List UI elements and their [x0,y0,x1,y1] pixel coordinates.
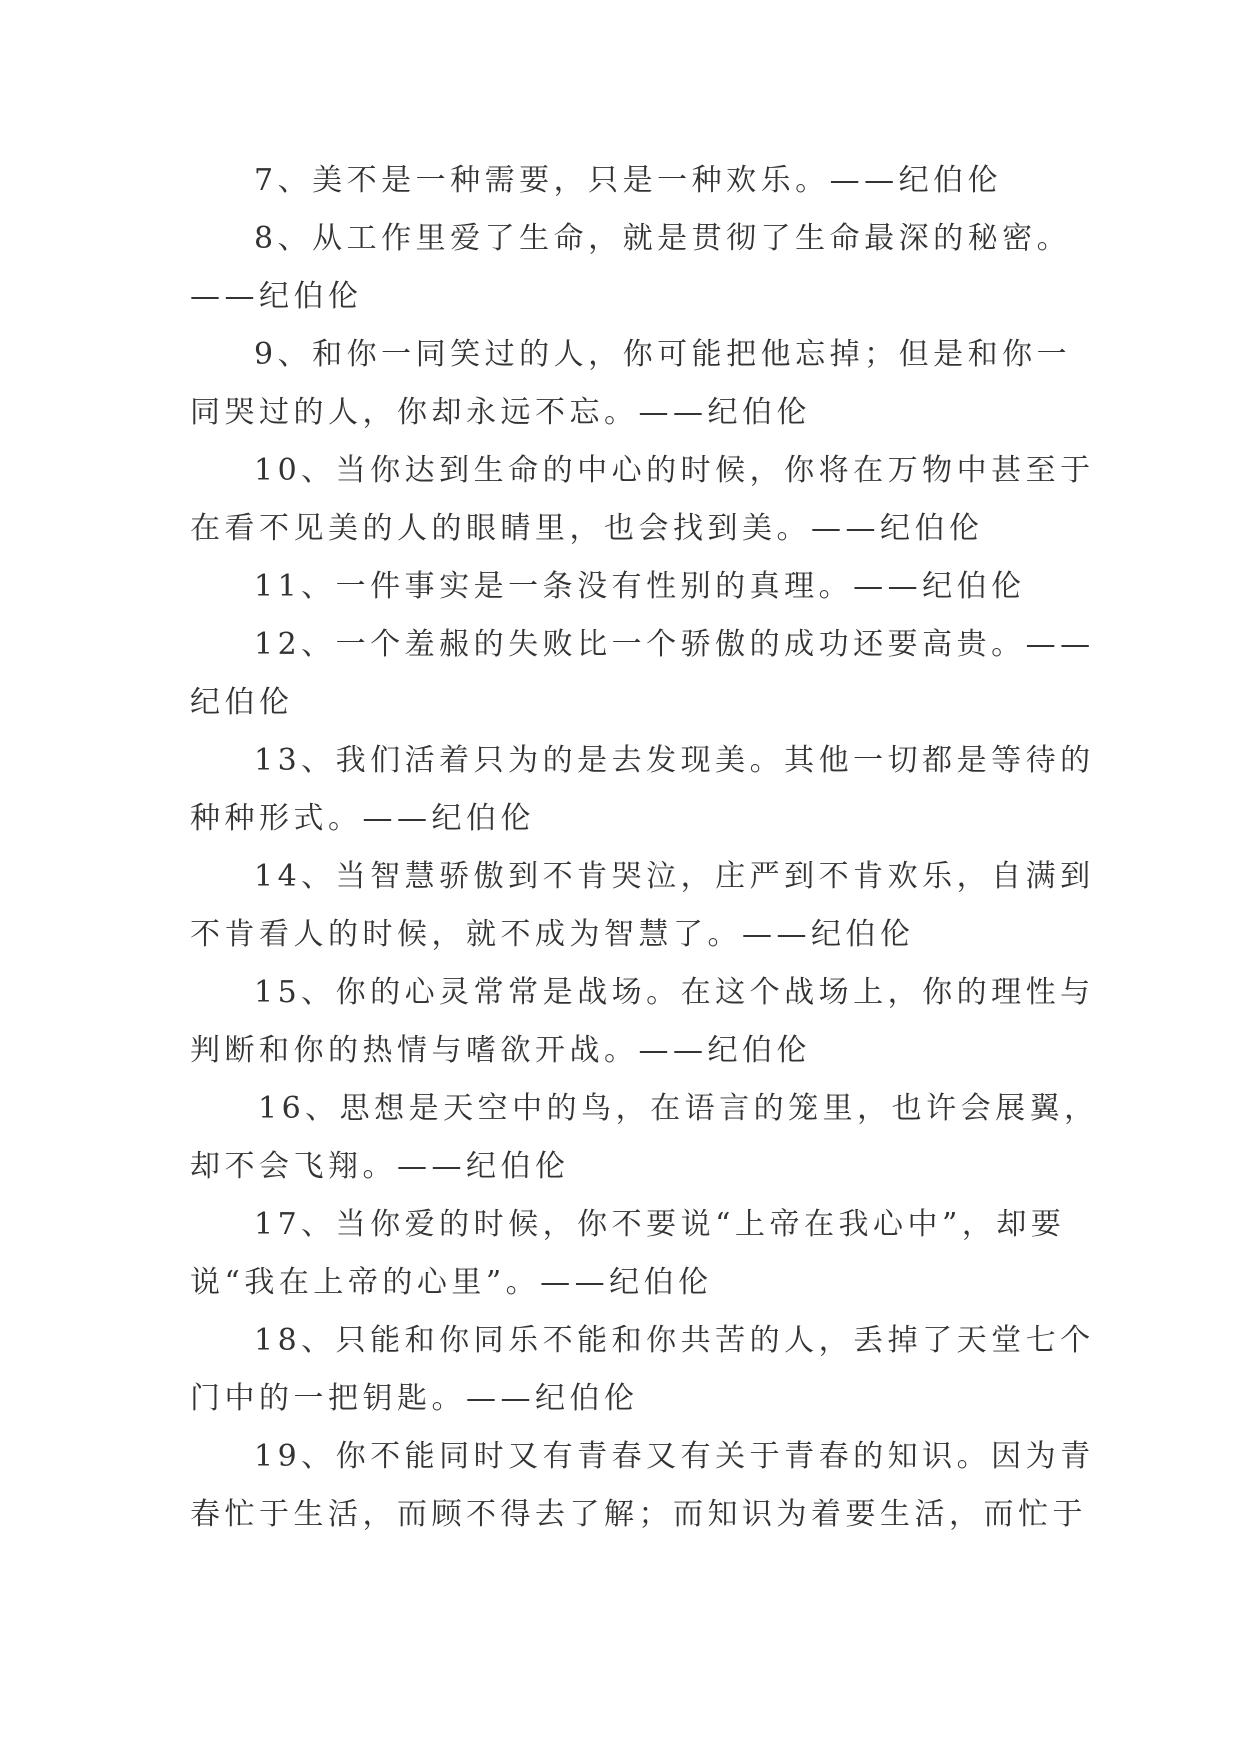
quote-9-line-1: 9、和你一同笑过的人，你可能把他忘掉；但是和你一 [254,337,1072,372]
quote-18-line-1: 18、只能和你同乐不能和你共苦的人，丢掉了天堂七个 [254,1323,1095,1358]
quote-8-line-1: 8、从工作里爱了生命，就是贯彻了生命最深的秘密。 [254,221,1072,256]
quote-18-line-2: 门中的一把钥匙。——纪伯伦 [190,1381,639,1416]
quote-12-line-2: 纪伯伦 [190,685,294,720]
quote-15-line-1: 15、你的心灵常常是战场。在这个战场上，你的理性与 [254,975,1095,1010]
quote-14-line-2: 不肯看人的时候，就不成为智慧了。——纪伯伦 [190,917,915,952]
quote-10-line-1: 10、当你达到生命的中心的时候，你将在万物中甚至于 [254,453,1095,488]
quote-17-line-1: 17、当你爱的时候，你不要说“上帝在我心中”，却要 [254,1207,1066,1242]
quote-16-line-2: 却不会飞翔。——纪伯伦 [190,1149,570,1184]
quote-17-line-2: 说“我在上帝的心里”。——纪伯伦 [190,1265,713,1300]
quote-13-line-2: 种种形式。——纪伯伦 [190,801,535,836]
quote-19-line-1: 19、你不能同时又有青春又有关于青春的知识。因为青 [254,1439,1095,1474]
quote-19-line-2: 春忙于生活，而顾不得去了解；而知识为着要生活，而忙于 [190,1497,1087,1532]
quote-11-line-1: 11、一件事实是一条没有性别的真理。——纪伯伦 [254,569,1026,604]
quote-10-line-2: 在看不见美的人的眼睛里，也会找到美。——纪伯伦 [190,511,984,546]
quote-16-line-1: 16、思想是天空中的鸟，在语言的笼里，也许会展翼， [258,1091,1099,1126]
quote-12-line-1: 12、一个羞赧的失败比一个骄傲的成功还要高贵。—— [254,627,1095,662]
quote-15-line-2: 判断和你的热情与嗜欲开战。——纪伯伦 [190,1033,811,1068]
quote-8-line-2: ——纪伯伦 [190,279,363,314]
quote-13-line-1: 13、我们活着只为的是去发现美。其他一切都是等待的 [254,743,1095,778]
document-page [190,152,1099,1544]
quote-7-line-1: 7、美不是一种需要，只是一种欢乐。——纪伯伦 [254,163,1003,198]
quote-9-line-2: 同哭过的人，你却永远不忘。——纪伯伦 [190,395,811,430]
quote-14-line-1: 14、当智慧骄傲到不肯哭泣，庄严到不肯欢乐，自满到 [254,859,1095,894]
